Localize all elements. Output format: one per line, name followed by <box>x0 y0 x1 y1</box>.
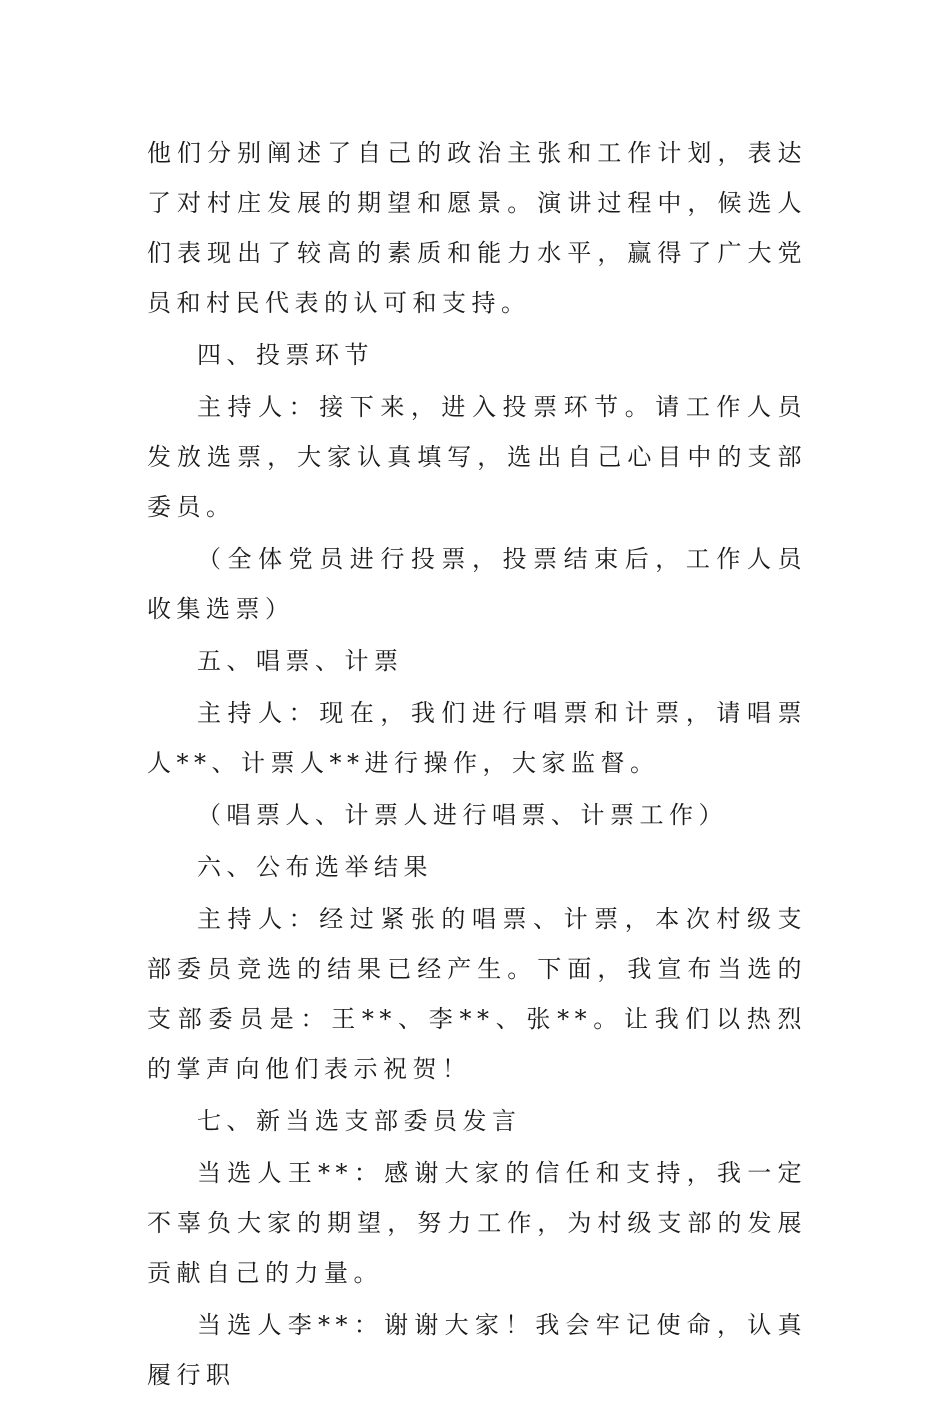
paragraph-speech-wang: 当选人王**：感谢大家的信任和支持，我一定不辜负大家的期望，努力工作，为村级支部的发展贡献自己的力量。 <box>147 1159 807 1287</box>
paragraph-host-counting: 主持人：现在，我们进行唱票和计票，请唱票人**、计票人**进行操作，大家监督。 <box>147 699 807 777</box>
paragraph-counting-note: （唱票人、计票人进行唱票、计票工作） <box>197 801 728 829</box>
paragraph-host-results: 主持人：经过紧张的唱票、计票，本次村级支部委员竞选的结果已经产生。下面，我宣布当选的支部委员是：王**、李**、张**。让我们以热烈的掌声向他们表示祝贺！ <box>147 905 807 1083</box>
paragraph-candidate-speeches: 他们分别阐述了自己的政治主张和工作计划，表达了对村庄发展的期望和愿景。演讲过程中，候选人们表现出了较高的素质和能力水平，赢得了广大党员和村民代表的认可和支持。 <box>147 139 807 317</box>
paragraph-host-voting: 主持人：接下来，进入投票环节。请工作人员发放选票，大家认真填写，选出自己心目中的支部委员。 <box>147 393 807 521</box>
paragraph-voting-note: （全体党员进行投票，投票结束后，工作人员收集选票） <box>147 545 807 623</box>
document-body <box>147 128 807 1402</box>
section-heading-counting: 五、唱票、计票 <box>197 647 404 675</box>
section-heading-speeches: 七、新当选支部委员发言 <box>197 1107 522 1135</box>
section-heading-results: 六、公布选举结果 <box>197 853 433 881</box>
section-heading-voting: 四、投票环节 <box>197 341 374 369</box>
paragraph-speech-li: 当选人李**：谢谢大家！我会牢记使命，认真履行职 <box>147 1311 807 1389</box>
